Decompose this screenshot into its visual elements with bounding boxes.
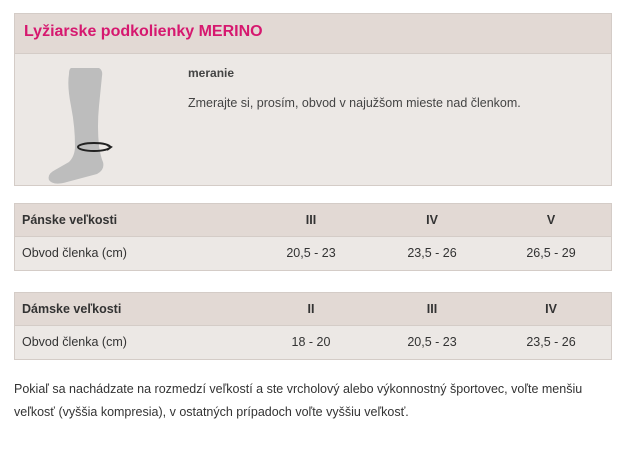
table-row xyxy=(15,237,611,270)
header-size: IV xyxy=(426,213,438,227)
measurement-card xyxy=(14,13,612,186)
header-size: III xyxy=(426,302,438,316)
women-size-table xyxy=(14,292,612,360)
card-title: Lyžiarske podkolienky MERINO xyxy=(24,23,263,40)
table-row xyxy=(15,326,611,359)
header-label: Dámske veľkosti xyxy=(22,302,122,316)
row-value: 18 - 20 xyxy=(291,335,331,349)
header-label: Pánske veľkosti xyxy=(22,213,118,227)
header-size: V xyxy=(546,213,556,227)
card-title-bar xyxy=(15,14,611,54)
sock-leg-icon xyxy=(47,66,127,188)
row-value: 20,5 - 23 xyxy=(286,246,336,260)
row-label: Obvod členka (cm) xyxy=(22,335,127,349)
header-size: IV xyxy=(545,302,557,316)
measure-heading: meranie xyxy=(188,66,235,80)
sizing-note: Pokiaľ sa nachádzate na rozmedzí veľkostí a ste vrcholový alebo výkonnostný športovec, voľte menšiu veľkosť (vyššia kompresia), v ostatných prípadoch voľte vyššiu veľkosť. xyxy=(14,382,583,419)
row-label: Obvod členka (cm) xyxy=(22,246,127,260)
men-size-table xyxy=(14,203,612,271)
row-value: 20,5 - 23 xyxy=(407,335,457,349)
row-value: 23,5 - 26 xyxy=(407,246,457,260)
table-header-row xyxy=(15,204,611,237)
header-size: III xyxy=(305,213,317,227)
row-value: 23,5 - 26 xyxy=(526,335,576,349)
header-size: II xyxy=(307,302,315,316)
measure-instruction: Zmerajte si, prosím, obvod v najužšom mieste nad členkom. xyxy=(188,96,521,110)
row-value: 26,5 - 29 xyxy=(526,246,576,260)
table-header-row xyxy=(15,293,611,326)
